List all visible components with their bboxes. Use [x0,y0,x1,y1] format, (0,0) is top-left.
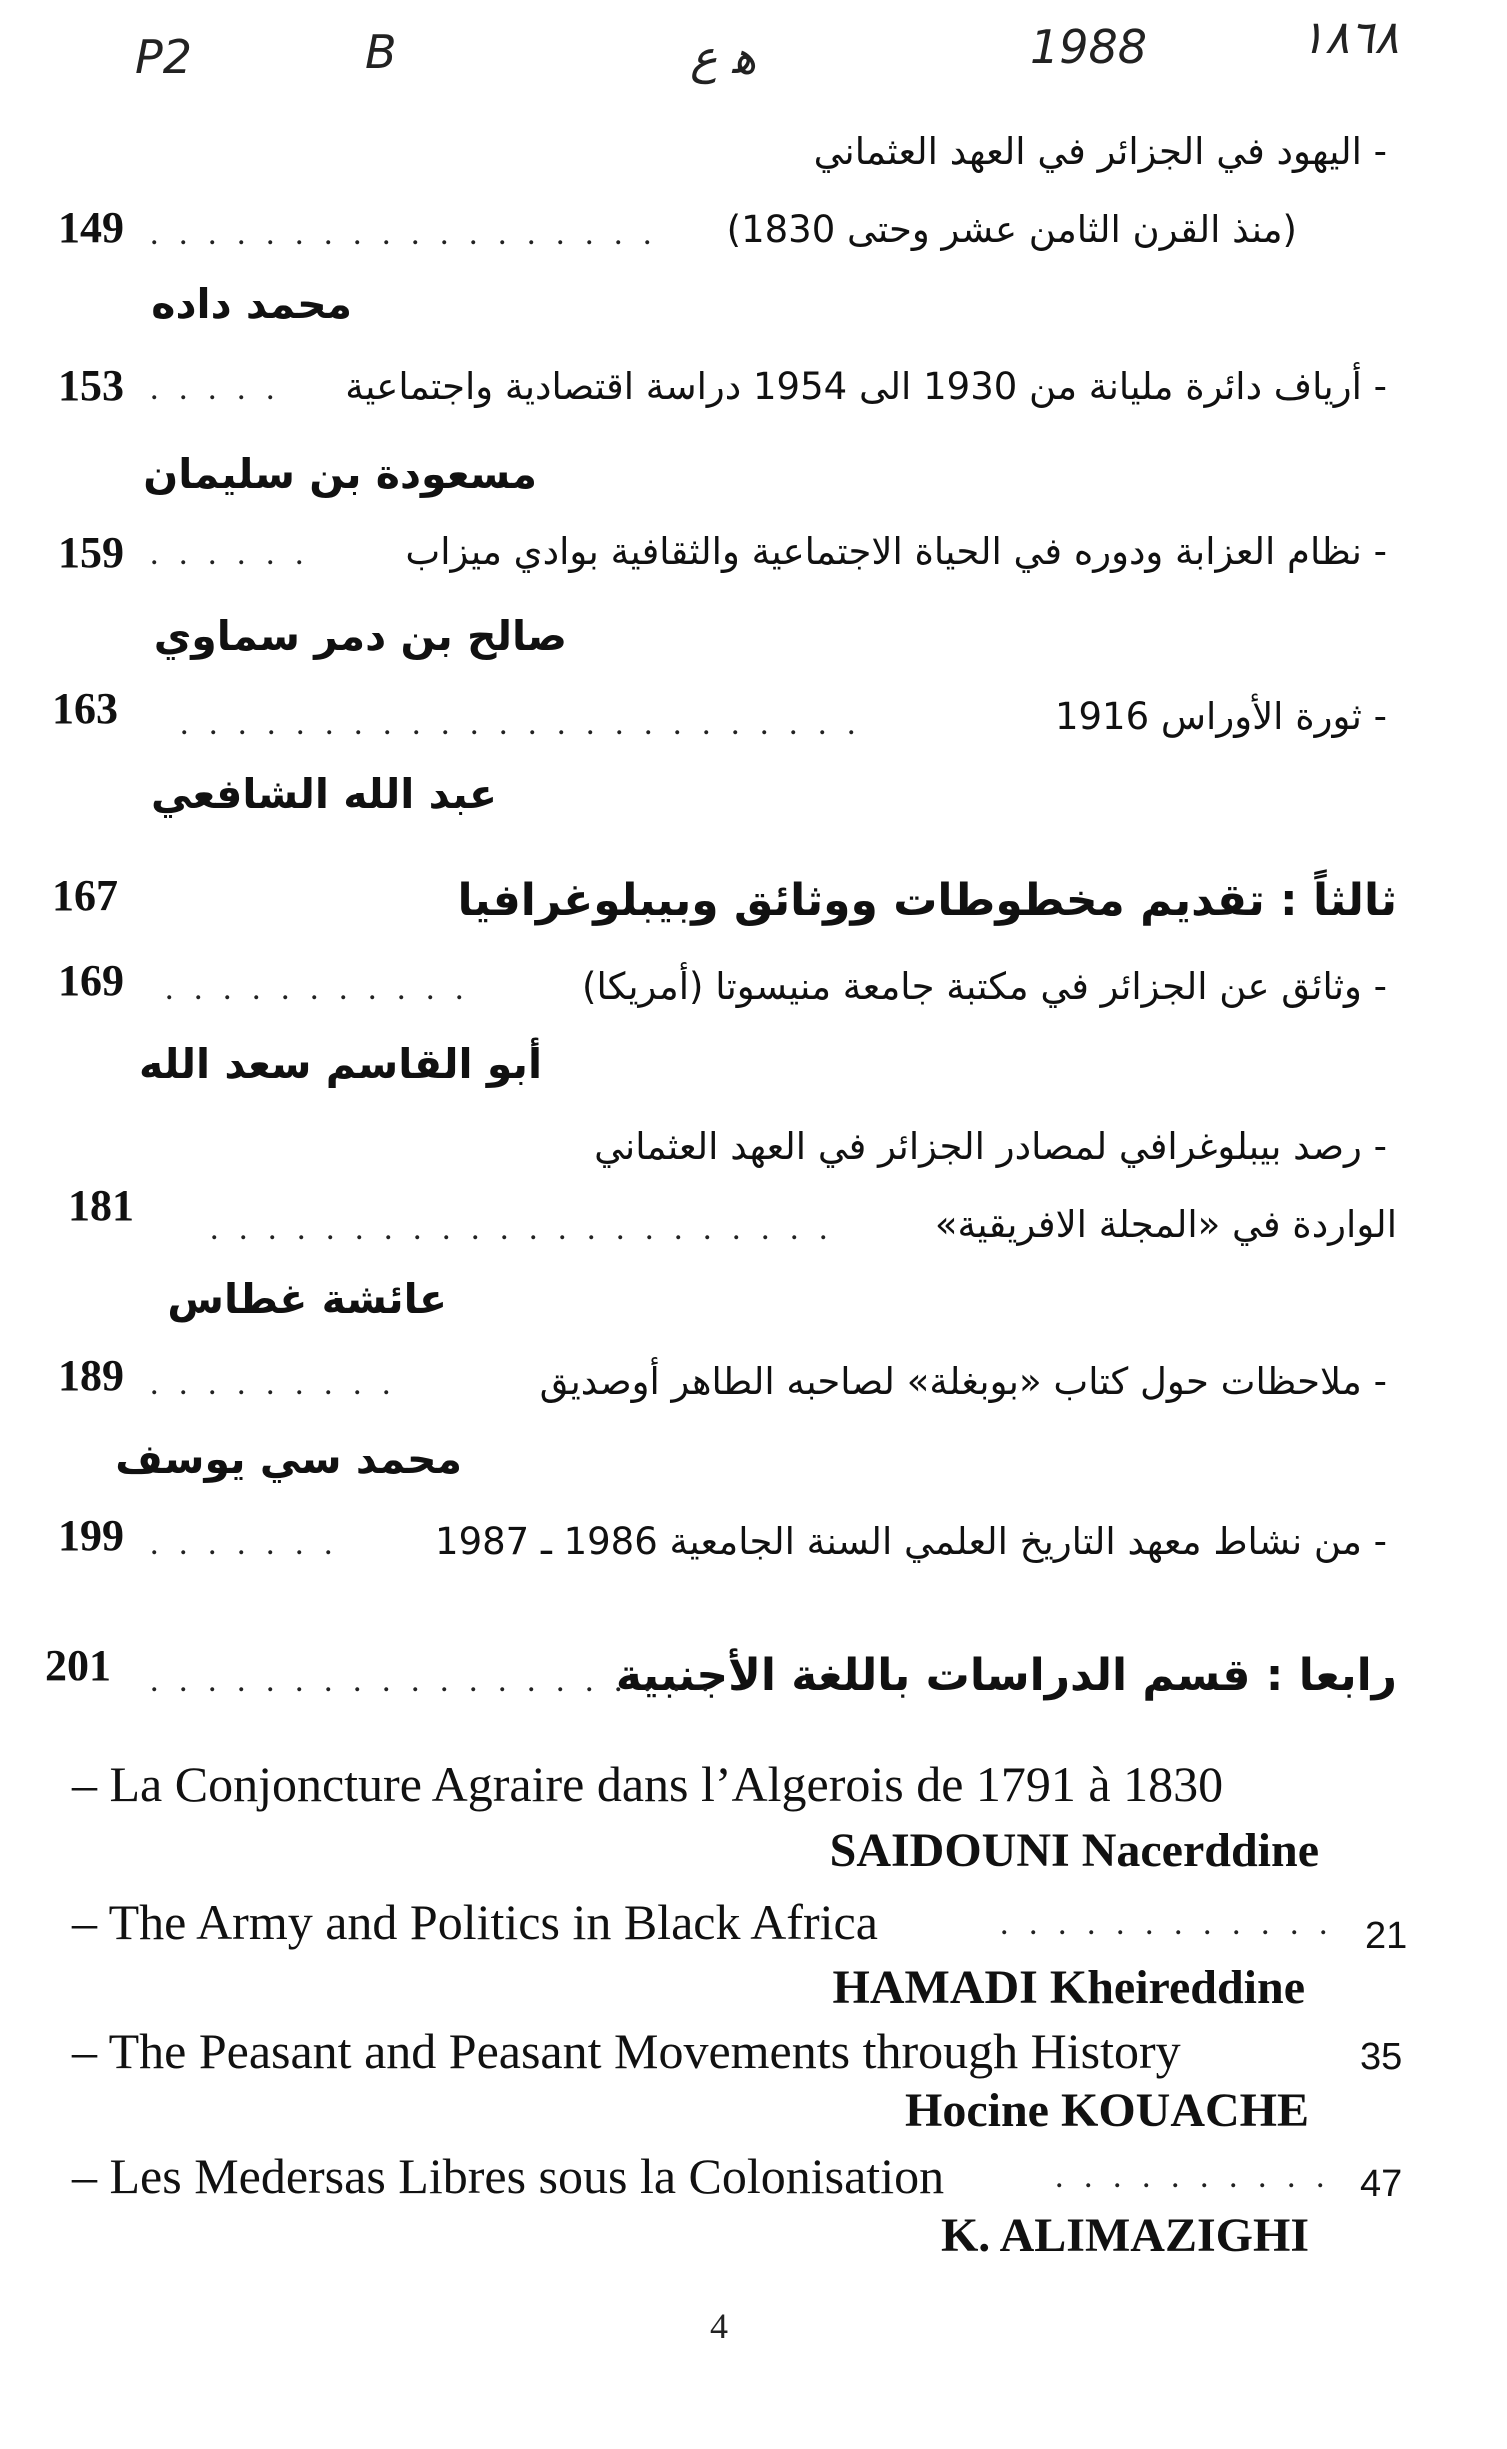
toc-entry-author: مسعودة بن سليمان [143,450,537,498]
toc-page-number: 199 [58,1511,124,1560]
foreign-entry-author: HAMADI Kheireddine [832,1961,1305,2014]
toc-entry-title: - نظام العزابة ودوره في الحياة الاجتماعية والثقافية بوادي ميزاب [405,530,1387,573]
dot-leader: . . . . . . . [150,1525,339,1562]
dot-leader: . . . . . . . . . . [1055,2158,1331,2195]
handwritten-code-a: P2 [135,30,193,84]
foreign-entry-author: SAIDOUNI Nacerddine [829,1824,1319,1877]
section-heading: ثالثاً : تقديم مخطوطات ووثائق وبيبلوغرافيا [457,875,1397,926]
dot-leader: . . . . . . . . . . . . . . . . . . . . . . . . [180,705,862,742]
handwritten-code-c: ﻫ ع [690,30,757,84]
toc-entry-title: - ثورة الأوراس 1916 [1054,695,1387,738]
foreign-entry-title: – The Peasant and Peasant Movements through History [72,2023,1181,2079]
handwritten-year: 1988 [1030,20,1148,74]
dot-leader: . . . . . . . . . . . . . . . . . . . . [150,1662,716,1699]
toc-entry-title: - رصد بيبلوغرافي لمصادر الجزائر في العهد العثماني [594,1125,1387,1168]
page-number: 4 [710,2306,728,2346]
dot-leader: . . . . . . . . . [150,1365,397,1402]
section-heading: رابعا : قسم الدراسات باللغة الأجنبية [615,1650,1397,1701]
toc-entry-title-cont: الواردة في «المجلة الافريقية» [934,1203,1397,1246]
toc-page-number: 169 [58,956,124,1005]
toc-entry-title: - وثائق عن الجزائر في مكتبة جامعة منيسوتا (أمريكا) [582,965,1387,1008]
toc-entry-author: أبو القاسم سعد الله [139,1040,542,1088]
toc-page-number: 201 [45,1641,111,1690]
dot-leader: . . . . . [150,370,281,407]
toc-page-number: 181 [68,1181,134,1230]
toc-entry-title: - من نشاط معهد التاريخ العلمي السنة الجامعية 1986 ـ 1987 [435,1520,1387,1563]
dot-leader: . . . . . . . . . . . [165,970,470,1007]
toc-page-number: 163 [52,684,118,733]
toc-page-number: 159 [58,528,124,577]
foreign-entry-title: – Les Medersas Libres sous la Colonisation [72,2148,945,2204]
foreign-page-number: 47 [1360,2163,1403,2205]
foreign-page-number: 21 [1365,1915,1408,1957]
foreign-entry-author: K. ALIMAZIGHI [940,2209,1309,2262]
toc-entry-title-cont: (منذ القرن الثامن عشر وحتى 1830) [726,208,1297,251]
foreign-page-number: 35 [1360,2036,1403,2078]
toc-entry-title: - ملاحظات حول كتاب «بوبغلة» لصاحبه الطاهر أوصديق [539,1360,1387,1403]
toc-entry-author: عائشة غطاس [167,1275,447,1323]
foreign-entry-author: Hocine KOUACHE [905,2084,1309,2137]
dot-leader: . . . . . . . . . . . . . . . . . . [150,215,658,252]
toc-entry-title: - اليهود في الجزائر في العهد العثماني [813,130,1387,173]
dot-leader: . . . . . . . . . . . . . . . . . . . . . . [210,1210,834,1247]
dot-leader: . . . . . . . . . . . . [1000,1905,1334,1942]
toc-entry-author: صالح بن دمر سماوي [153,612,567,660]
toc-page-number: 167 [52,871,118,920]
handwritten-ref: ١٨٦٨ [1300,10,1399,64]
toc-page-number: 189 [58,1351,124,1400]
handwritten-code-b: B [365,25,397,79]
toc-entry-author: عبد الله الشافعي [150,770,497,818]
foreign-entry-title: – The Army and Politics in Black Africa [72,1894,878,1950]
toc-page-number: 153 [58,361,124,410]
toc-page-number: 149 [58,203,124,252]
toc-entry-author: محمد داده [151,280,352,328]
toc-entry-author: محمد سي يوسف [115,1435,462,1483]
dot-leader: . . . . . . [150,535,310,572]
foreign-entry-title: – La Conjoncture Agraire dans l’Algerois de 1791 à 1830 [72,1756,1224,1812]
toc-entry-title: - أرياف دائرة مليانة من 1930 الى 1954 دراسة اقتصادية واجتماعية [345,365,1387,408]
